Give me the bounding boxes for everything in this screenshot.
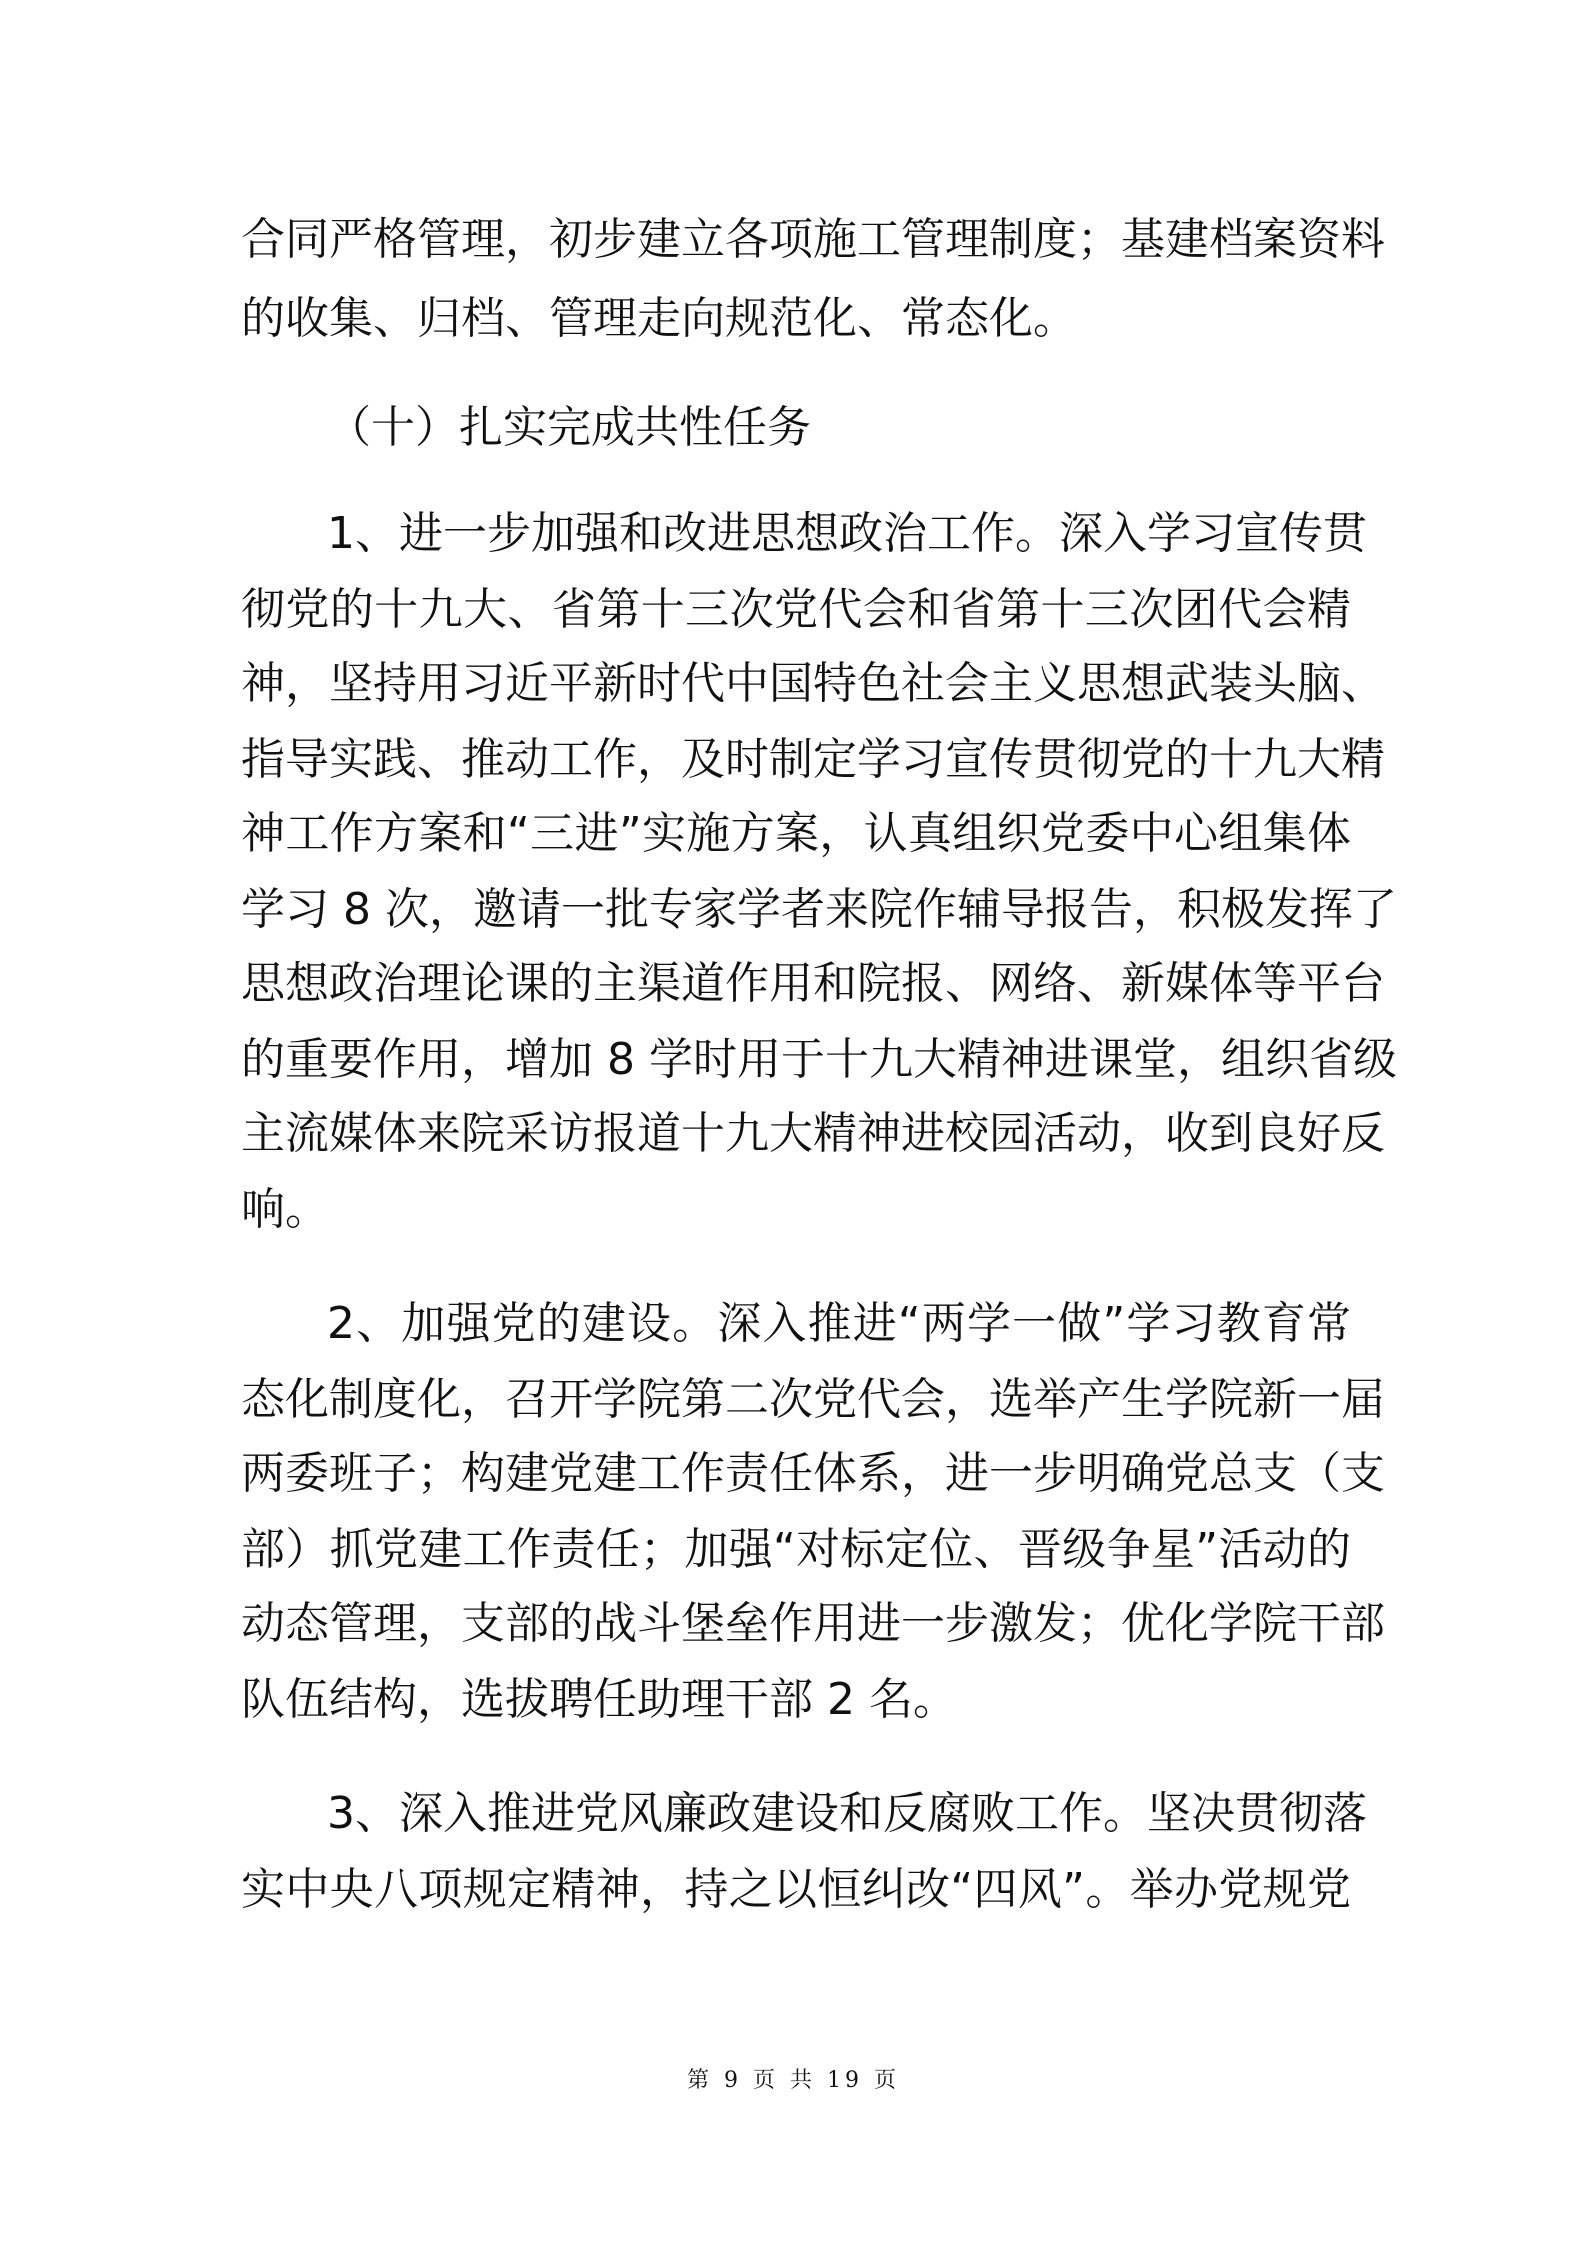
text-line: 两委班子；构建党建工作责任体系，进一步明确党总支（支 [241, 1448, 1385, 1499]
text-line: 神工作方案和“三进”实施方案，认真组织党委中心组集体 [241, 808, 1351, 859]
page-number-footer: 第 9 页 共 19 页 [687, 2068, 900, 2093]
text-line: 1、进一步加强和改进思想政治工作。深入学习宣传贯 [327, 508, 1367, 559]
text-line: 的收集、归档、管理走向规范化、常态化。 [241, 293, 1077, 344]
text-line: 部）抓党建工作责任；加强“对标定位、晋级争星”活动的 [241, 1524, 1351, 1575]
text-line: 合同严格管理，初步建立各项施工管理制度；基建档案资料 [241, 214, 1385, 265]
section-heading: （十）扎实完成共性任务 [327, 402, 811, 453]
text-line: 队伍结构，选拔聘任助理干部 2 名。 [241, 1674, 957, 1725]
text-line: 态化制度化，召开学院第二次党代会，选举产生学院新一届 [241, 1374, 1385, 1425]
text-line: 指导实践、推动工作，及时制定学习宣传贯彻党的十九大精 [241, 734, 1385, 785]
text-line: 响。 [241, 1184, 329, 1235]
text-line: 思想政治理论课的主渠道作用和院报、网络、新媒体等平台 [241, 958, 1385, 1009]
text-line: 实中央八项规定精神，持之以恒纠改“四风”。举办党规党 [241, 1864, 1351, 1915]
text-line: 3、深入推进党风廉政建设和反腐败工作。坚决贯彻落 [327, 1788, 1367, 1839]
text-line: 的重要作用，增加 8 学时用于十九大精神进课堂，组织省级 [241, 1034, 1397, 1085]
text-line: 2、加强党的建设。深入推进“两学一做”学习教育常 [327, 1298, 1351, 1349]
text-line: 彻党的十九大、省第十三次党代会和省第十三次团代会精 [241, 584, 1351, 635]
text-line: 主流媒体来院采访报道十九大精神进校园活动，收到良好反 [241, 1108, 1385, 1159]
text-line: 神，坚持用习近平新时代中国特色社会主义思想武装头脑、 [241, 658, 1385, 709]
text-line: 动态管理，支部的战斗堡垒作用进一步激发；优化学院干部 [241, 1598, 1385, 1649]
text-line: 学习 8 次，邀请一批专家学者来院作辅导报告，积极发挥了 [241, 884, 1397, 935]
